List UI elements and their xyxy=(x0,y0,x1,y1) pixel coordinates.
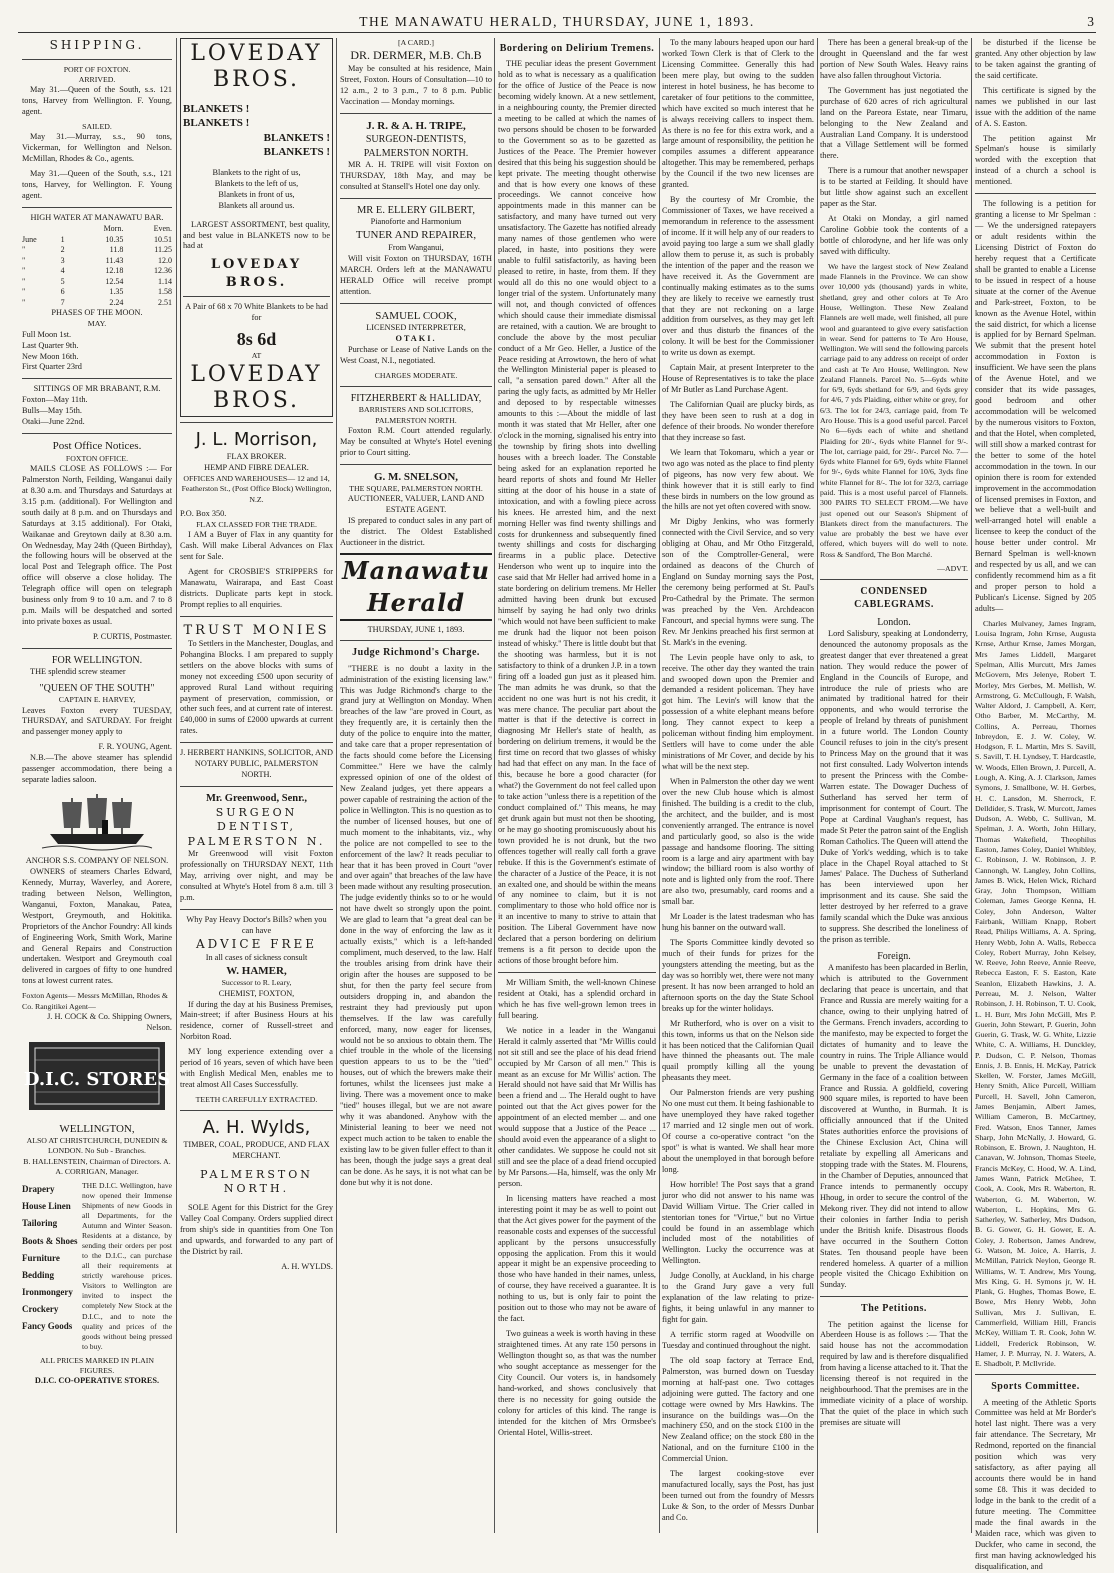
fitzherbert-role: BARRISTERS AND SOLICITORS, PALMERSTON NORTH. xyxy=(358,405,474,425)
divider xyxy=(498,972,656,973)
news-item: We learn that Tokomaru, which a year or two ago was noted as the place to find plenty of pigeons, has now very few about. We think however that it is still early to find these birds in numbers on the low ground as the hills are not yet often covered with snow. xyxy=(662,447,814,512)
anchor-manager: J. H. COCK & Co. Shipping Owners, Nelson. xyxy=(47,1011,172,1032)
cook-charges: CHARGES MODERATE. xyxy=(374,370,458,380)
hamer-free: ADVICE FREE xyxy=(195,937,318,952)
fitzherbert-body: Foxton R.M. Court attended regularly. May be consulted at Whyte's Hotel evening prior to Court sitting. xyxy=(340,425,492,457)
article-body: "THERE is no doubt a laxity in the administration of the existing licensing law." This was Judge Richmond's charge to the grand jury at Wellington on Monday. When breaches of the law "are proved in Court, as they frequently are, it is certainly then the duty of the police to enquire into the matter, and take care that a proper representation of the facts should come before the Licensing Committee." Here we have the calmly expressed opinion of one of the oldest of New Zealand judges, yet there appears a power capable of restraining the action of the police in Wellington. This is no question as to the number of licensed houses, but one of much moment to the inhabitants, viz., why the police are not compelled to see to the enforcement of the law? It reads peculiar to hear that it has been proved in Court "over and over again" that breaches of the law have been made without any resulting prosecution. The judge evidently thinks so to or he would not have dwelt so strongly upon the point. We are glad to learn that "a great deal can be done in the way of enforcing the law as it actually exists," which is a left-handed compliment, much deserved, to the law. Half the troubles arising from drink have their origin after the houses are supposed to be shut, for then the party feel secure from outsiders dropping in, and abandon the restraint they had previously put upon themselves. If the law was carefully enforced, many, now eager for licenses, would not be so anxious to obtain them. The chief trouble in the whole of the licensing question appears to us to be the "tied" houses, out of which the brewers make their fortunes, whilst the licensees just make a living. There was a movement once to make "tied" houses illegal, but we are not aware why it was abandoned. Anyhow with the Ministerial leaning to beer we need not expect much action to be taken to enable the existing law to be given fuller effect to than it has been, though the judge says a great deal can be done. As he says, it is not what can be done but why it is not done. xyxy=(340,663,492,1187)
trust-title: TRUST MONIES xyxy=(183,622,330,638)
news-item: The Californian Quail are plucky birds, as they have been seen to rush at a dog in defence of their broods. No wonder therefore that they increase so fast. xyxy=(662,400,814,442)
cook-body: Purchase or Lease of Native Lands on the West Coast, N.I., negotiated. xyxy=(340,344,492,365)
dic-names: B. HALLENSTEIN, Chairman of Directors. A. A. CORRIGAN, Manager. xyxy=(23,1156,171,1177)
moon-line: First Quarter 23rd xyxy=(22,362,82,372)
blankets-line: BLANKETS ! xyxy=(183,102,250,115)
column-divider xyxy=(494,38,495,1533)
snelson-role: AUCTIONEER, VALUER, LAND AND ESTATE AGENT. xyxy=(347,494,485,515)
news-item: At Otaki on Monday, a girl named Caroline Gobbie took the contents of a bottle of chlorodyne, and her life was only saved with difficulty. xyxy=(820,214,968,256)
divider xyxy=(340,640,492,641)
tripe-role: SURGEON-DENTISTS, xyxy=(365,134,467,146)
page-number: 3 xyxy=(1087,14,1094,29)
signatures: Charles Mulvaney, James Ingram, Louisa Ingram, John Krnse, Augusta Krnse, Arthur Krnse, James Morgan, Mrs James Liddell, Margaret Spelman, Allis Murcutt, Mrs James McGovern, Mrs Jelenye, Robert T. Morley, Mrs Gerbes, M. Mellish, W. Armstrong, G. McCullough, F. Walsh, Walter Aldord, J. Campbell, A. Kerr, Otho Barber, M. McCarthy, M. Collins, A. Perreau, Thornes Inbreydon, E. J. W. Coley, W. Hodgson, F. L. Martin, Mrs S. Savill, S. Savill, T. H. Lyndsey, T. Hardcastle, W. Woods, Ellen Brown, J. Purcell, A. Lough, A. King, A. J. Clarkson, James Symons, J. Smallbone, W. H. Gerbes, H. C. Lansdon, M. Sherrock, F. Delldider, S. Trask, W. Murcott, James Dudson, A. Webb, C. Sullivan, M. Spelman, J. A. Worth, John Hillary, Thomas Wakefield, Theophilus Easton, James Coley, Daniel Whibley, C. Robinson, J. W. Robinson, J. P. Cannongh, W. Langley, John Collins, James B. Wick, Helen Wick, Richard Gray, John Thompson, William Coleman, James George Kenna, H. Coley, John Anderson, Walter Fairbank, William Knapp, Robert Read, Philips Williams, A. A. Spring, Henry Webb, John A. Walls, Rebecca Coley, Robert Murray, John Kelsey, W. Reeve, John Reeve, Annie Reeve, Rebecca Easton, F. S. Easton, Kate Seanlon, Elizabeth Hawkins, J. A. Perreau, M. J. Nelson, Walter Robinson, J. H. Robinson, T. U. Cook, L. H. Burr, Mrs John McGill, Mrs P. Guerin, John Stewart, P. Guerin, John Guerin, G. Trask, W. G. White, Lizzie White, C. A. Williams, H. Dunckley, P. Dudson, C. P. Nelson, Thomas Ennis, J. B. Ennis, H. McKay, Patrick Skellen, W. Forster, James McGill, Henry Smith, Alice Purcell, William Purcell, H. Savell, John Cameron, James Benjamin, Albert James, William Cameron, B. McCartney, Fred. Watson, Enos Tanner, James Sharp, John McNally, J. Howard, G. Robinson, E. Brown, J. Naughton, H. Canavan, W. Johnson, Thomas Steele, Francis McKey, C. Hood, W. A. Lind, James Wann, Patrick McGhee, T. Cook, A. Cook, Mrs R. Waberton, R. Waberton, G. M. Waberton, W. Waberton, L. Hopkins, Mrs G. Satherley, W. Satherley, Mrs Dudson, B. G. Gower, G. H. Gower, E. A. Coley, J. Robertson, James Andrew, G. Watson, M. Joice, A. Harris, J. McMillan, Patrick Neylon, George R. Williams, W. T. Andrew, Mrs Young, Mrs King, G. H. Symons jr, W. H. Plank, G. Hughes, Thomas Bowe, E. Bowe, Mrs Henry Webb, John Sullivan, Mrs J. Sullivan, E. Cammerfield, William Hill, Francis McKey, William T. R. Cook, John W. Liddell, Frederick Robinson, W. Hamer, J. P. Murray, N. J. Waters, A. E. Shadbolt, P. McIlvride. xyxy=(975,618,1096,1369)
sittings-line: Foxton—May 11th. xyxy=(22,395,88,405)
news-item: There has been a general break-up of the drought in Queensland and the far west portion of New South Wales. Heavy rains have also fallen throughout Victoria. xyxy=(820,38,968,80)
blanket-copy: Blankets to the left of us, xyxy=(214,178,299,188)
dept-item: Drapery xyxy=(22,1184,55,1195)
divider xyxy=(180,742,333,743)
column-5 xyxy=(662,38,814,1533)
divider xyxy=(22,378,172,379)
anchor-body: OWNERS of steamers Charles Edward, Kennedy, Murray, Waverley, and Aorere, trading between Nelson, Wellington, Wanganui, Foxton, Manakau, Patea, Westport, Greymouth, and Hokitika. Proprietors of the Anchor Foundry: All kinds of Engineering Work, Smith Work, Marine and General Repairs and Construction undertaken. Westport and Greymouth coal delivered in cargoes of fifty to one hundred tons at lowest current rates. xyxy=(22,866,172,986)
news-item: Our Palmerston friends are very pushing No one must cut them. It being fashionable to have unemployed they have raked together 17 married and 12 single men out of work. Of course a co-operative contract "on the spot" is what is wanted. We shall hear more about the unemployed in that borough before long. xyxy=(662,1088,814,1174)
dept-item: Bedding xyxy=(22,1269,55,1280)
news-item: A terrific storm raged at Woodville on Tuesday and continued throughout the night. xyxy=(662,1329,814,1350)
blankets-line: BLANKETS ! xyxy=(183,117,250,130)
sittings-title: SITTINGS OF MR BRABANT, R.M. xyxy=(33,384,161,394)
article-title: Judge Richmond's Charge. xyxy=(352,647,480,659)
news-brief: Two guineas a week is worth having in these straightened times. At any rate 150 persons in Wellington thought so, as that was the number who sought acceptance as messenger for the City Council. Our voters is, in handsomely hand-worked, and shows conclusively that there is no necessity for going outside the colony for articles of this kind. The range is intended for the kitchen of Mrs Ormsbee's Oriental Hotel, Willis-street. xyxy=(498,1329,656,1437)
column-1 xyxy=(22,38,172,1533)
snelson-body: IS prepared to conduct sales in any part of the district. The Oldest Established Auctioneer in the district. xyxy=(340,516,492,548)
column-6 xyxy=(820,38,968,1533)
steamer-note: N.B.—The above steamer has splendid passenger accommodation, there being a separate ladies saloon. xyxy=(22,753,172,785)
dic-also: ALSO AT CHRISTCHURCH, DUNEDIN & LONDON. No Sub - Branches. xyxy=(26,1136,168,1156)
news-item: Judge Conolly, at Auckland, in his charge to the Grand Jury gave a very full explanation of the law relating to prize-fights, it being unlawful in any manner to fight for gain. xyxy=(662,1271,814,1324)
steamer-captain: CAPTAIN E. HARVEY, xyxy=(58,695,136,705)
steamer-lead: THE splendid screw steamer xyxy=(30,667,126,677)
dic-footer: ALL PRICES MARKED IN PLAIN FIGURES. xyxy=(39,1355,155,1375)
steamer-body: Leaves Foxton every TUESDAY, THURSDAY, and SATURDAY. For freight and passenger money apply to xyxy=(22,705,172,737)
divider xyxy=(180,422,333,423)
dept-item: Crockery xyxy=(22,1303,59,1314)
divider xyxy=(180,786,333,787)
dept-item: Fancy Goods xyxy=(22,1321,73,1332)
snelson-name: G. M. SNELSON, xyxy=(373,470,459,483)
news-item: The Government has just negotiated the purchase of 620 acres of rich agricultural land on the Pareora Estate, near Timaru, belonging to the New Zealand and Australian Land Company. It is understood that a Village Settlement will be formed there. xyxy=(820,85,968,161)
post-office-title: Post Office Notices. xyxy=(52,440,142,453)
divider xyxy=(22,433,172,434)
news-item: To the many labours heaped upon our hard worked Town Clerk is that of Clerk to the Licensing Committee. Generally this had been mere play, but owing to the sudden interest in hotel business, he has become to caretaker of four petitions to the committee, which have excited so much interest that he is always receiving callers to inspect them. As there is no fee for this extra work, and a large amount of responsibility, the petition he compiles assumes a different appearance altogether. This may be remembered, perhaps by the Council if the two new licenses are granted. xyxy=(662,38,814,190)
column-3 xyxy=(340,38,492,1533)
greenwood-name: Mr. Greenwood, Senr., xyxy=(205,793,308,805)
news-item: Mr Rutherford, who is over on a visit to this town, informs us that on the Nelson side it has been noticed that the Californian Quail have thinned the pheasants out. The male quail promptly killing all the young pheasants they meet. xyxy=(662,1018,814,1083)
foreign-heading: Foreign. xyxy=(877,951,911,962)
petition-text: be disturbed if the license be granted. Any other objection by law to be taken against the granting of the said certificate. xyxy=(975,38,1096,80)
cook-place: OTAKI. xyxy=(395,334,437,344)
ship-illustration xyxy=(22,790,172,856)
paper-date: THURSDAY, JUNE 1, 1893. xyxy=(367,624,465,634)
morrison-role: FLAX BROKER. xyxy=(226,452,287,462)
anchor-agent: Foxton Agents— Messrs McMillan, Rhodes & Co. Rangitikei Agent— xyxy=(22,991,168,1011)
london-heading: London. xyxy=(877,616,911,628)
wylds-sign: A. H. WYLDS. xyxy=(281,1261,333,1271)
masthead xyxy=(0,14,1114,30)
news-item: The Sports Committee kindly devoted so much of their funds for prizes for the youngsters attending the meeting, but as the day was so horribly wet, there were not many present. It has now been arranged to hold an afternoon sports on the day the State School breaks up for the winter holidays. xyxy=(662,938,814,1013)
column-divider xyxy=(176,38,177,1533)
cable-foreign: A manifesto has been placarded in Berlin, which is attributed to the Government declaring that peace is uncertain, and that France and Russia are merely waiting for a chance, owing to their unplying hatred of the Germans. French invaders, according to the manifesto, may be expected to forget the dictates of humanity and to leave the country in ruins. The Triple Alliance would be unable to prevent the devastation of Germany in the face of a coalition between France and Russia. A goldfield, covering 900 square miles, is reported to have been discovered at Wuntho, in Burmah. It is officially announced that if the United States authorities enforce the provisions of the Chinese Exclusion Act, China will retaliate by expelling all Americans and stopping trade with the States. M. Flourens, in the Chamber of Deputies, announced that France intends to permanently occupy Hhoug, in order to secure the control of the Mekong river. They did not intend to allow their colonies in farther India to perish under the British knife. Disastrous floods have occurred in the Southern Cotton States. Ten thousand people have been rendered homeless. A quarter of a million people visited the Chicago Exhibition on Sunday. xyxy=(820,963,968,1290)
morrison-dealer: HEMP AND FIBRE DEALER. xyxy=(204,463,309,473)
dept-item: Ironmongery xyxy=(22,1286,73,1297)
divider xyxy=(22,648,172,649)
post-office-body: MAILS CLOSE AS FOLLOWS :— For Palmerston North, Feilding, Wanganui daily at 8.30 a.m. and Thursdays and Saturdays at 3.15 p.m. (additional). For Wellington and south daily at 8 p.m. and on Thursdays and Saturdays at 3.15 additional). For Otaki, Waikanae and Greytown daily at 8.30 a.m. On Wednesday, May 24th (Queen Birthday), the following hours will be observed at the local Post and Telegraph office. The Post office will observe a close holiday. The Telegraph office will open on telegraph business only from 9 to 10 a.m. and 7 to 8 p.m. Mails will be despatched and sorted into private boxes as usual. xyxy=(22,463,172,627)
dermer-card: [A CARD.] xyxy=(398,38,434,47)
column-divider xyxy=(659,38,660,1533)
dept-item: Furniture xyxy=(22,1252,60,1263)
divider xyxy=(340,198,492,199)
morrison-address: OFFICES AND WAREHOUSES— 12 and 14, Featherston St., (Post Office Block) Wellington, N.Z. xyxy=(181,474,332,504)
hankins: J. HERBERT HANKINS, SOLICITOR, AND NOTARY PUBLIC, PALMERSTON NORTH. xyxy=(180,748,333,780)
steamer-agent: F. R. YOUNG, Agent. xyxy=(98,742,172,752)
moon-line: Full Moon 1st. xyxy=(22,329,72,339)
anchor-title: ANCHOR S.S. COMPANY OF NELSON. xyxy=(25,856,169,866)
news-brief: We notice in a leader in the Wanganui Herald it calmly asserted that "Mr Willis could not sit still and see the place of his dead friend occupied by Mr Carson of all men." This is meant as an excuse for Mr Willis' action. The Herald should not have said that Mr Willis has been a friend and ... The Herald ought to have pointed out that the Act gives power for the appointment of an elected member ... and one would suppose that a Justice of the Peace ... should avoid even the appearance of a slight to other candidates. We suppose he could not sit still and see the place of a dead friend occupied by Mr Parsons.—Ha, himself, was the only Mr person. xyxy=(498,1025,656,1188)
divider xyxy=(22,59,172,60)
petition-text: The following is a petition for granting a license to Mr Spelman :— We the undersigned ratepayers or adult residents within the Licensing District of Foxton do hereby request that a Certificate shall be granted to enable a License to be issued in respect of a house situate at the corner of the Avenue and Park-street, Foxton, to be known as the Avenue Hotel, within the said district, for which a license is applied for by Bernard Spelman. We submit that the present hotel accommodation in Foxton is insufficient. We have seen the plans of the Avenue Hotel, and we consider that its wide passages, good bedroom and other accommodation will be welcomed by the numerous visitors to Foxton, and that the Hotel, when completed, will still show a marked contrast for the better to some of the hotel accommodation in the town. In our opinion there is room for extended improvement in the accommodation of licensed premises in Foxton, and we believe that a well-built and well-arranged hotel will enable a licensee to keep the conduct of the house better under control. Mr Bernard Spelman is well-known and respected by us all, and we can confidently recommend him as a fit and proper person to hold a Publican's License. Signed by 205 adults— xyxy=(975,199,1096,613)
dic-city: WELLINGTON, xyxy=(59,1122,135,1135)
greenwood-role: SURGEON DENTIST, xyxy=(215,805,298,834)
gilbert-name: MR E. ELLERY GILBERT, xyxy=(356,204,476,216)
sports-title: Sports Committee. xyxy=(991,1381,1080,1393)
loveday-name: LOVEDAY BROS. xyxy=(190,41,323,93)
petitions-title: The Petitions. xyxy=(861,1303,927,1315)
news-item: The old soap factory at Terrace End, Palmerston, was burned down on Tuesday morning at half-past one. Two cottages adjoining were gutted. The factory and one cottage were owned by Mrs Hawkins. The insurance on the buildings was—On the machinery £50, and on the stock £100 in the New Zealand office; on the stock £80 in the National, and on the furniture £100 in the Commercial Union. xyxy=(662,1355,814,1464)
dic-badge-text: D.I.C. STORES xyxy=(23,1068,171,1090)
column-divider xyxy=(336,38,337,1533)
tide-row: " 6 1.35 1.58 xyxy=(22,287,172,297)
gilbert-role: Pianoforte and Harmonium xyxy=(370,217,462,227)
hamer-teeth: TEETH CAREFULLY EXTRACTED. xyxy=(195,1095,318,1105)
tide-table xyxy=(22,224,172,308)
morrison-body: I AM a Buyer of Flax in any quantity for Cash. Will make Liberal Advances on Flax sent for Sale. xyxy=(180,530,333,561)
tripe-place: PALMERSTON NORTH. xyxy=(363,147,469,159)
news-item: By the courtesy of Mr Crombie, the Commissioner of Taxes, we have received a memorandum in reference to the assessment of income. If it will help any of our readers to avoid paying too large a sum we shall gladly allow them to peruse it, as such is probably the intention of the paper and the reason we have received it. As the Government are continually making estimates as to the sums they are likely to receive we earnestly trust that they are not reckoning on a large addition from ourselves, as they may get left over and thus disturb the finances of the colony. It will be best for the Commissioner to write us down as exempt. xyxy=(662,195,814,358)
news-item: How horrible! The Post says that a grand juror who did not answer to his name was David William Virtue. The Crier called in stentorian tones for "Virtue," but no Virtue could be found in an assemblage which included most of the notabilities of Wellington. Lucky the occurrence was at Wellington. xyxy=(662,1179,814,1266)
wellington-title: FOR WELLINGTON. xyxy=(51,654,143,666)
price: 8s 6d xyxy=(236,328,277,349)
blanket-copy: Blankets all around us. xyxy=(218,200,295,210)
paper-nameplate: Manawatu Herald xyxy=(340,553,492,620)
blankets-line: BLANKETS ! xyxy=(263,131,330,144)
dermer-body: May be consulted at his residence, Main Street, Foxton. Hours of Consultation—10 to 12 a.m., 2 to 3 p.m., 7 to 8 p.m. Public Vaccination — Monday mornings. xyxy=(340,64,492,106)
post-office-sign: P. CURTIS, Postmaster. xyxy=(92,632,172,641)
divider xyxy=(340,464,492,465)
ship-icon xyxy=(42,790,152,852)
column-divider xyxy=(817,38,818,1533)
divider xyxy=(22,207,172,208)
hamer-lead: Why Pay Heavy Doctor's Bills? when you can have xyxy=(186,915,327,936)
sailed-entry: May 31.—Murray, s.s., 90 tons, Vickerman, for Wellington and Nelson. McMillan, Rhodes & Co., agents. xyxy=(22,132,172,164)
advt-tag: —ADVT. xyxy=(937,563,968,573)
dic-stores-badge-icon xyxy=(23,1040,171,1112)
article-body: THE peculiar ideas the present Government hold as to what is necessary as a qualification for the office of Justice of the Peace is now becoming widely known. At a new settlement, in a neighbouring county, the Premier directed a meeting to be called at which the names of two persons should be chosen to be forwarded to the Government so as to be gazetted as Justices of the Peace. The Premier however desired that this being his suggestion should be kept private. The meeting thought otherwise and that is how every one knows of these proceedings. We cannot conceive how appointments made in this manner can be satisfactory, and many have turned out very unsatisfactory. The Gazette has notified already many names of those gentlemen who were placed, in haste, into positions they were unable to fulfil satisfactorily, as having been pleased to retire, in haste, from them. If they would all do this no one would object to a longer trial of the system. Unfortunately many will not, and though convicted of offences which should cause their immediate dismissal are retained, with a caution. We are brought to conclude the above by the most peculiar conduct of a Mr Geo. Heller, a Justice of the Peace residing at Arrowtown, the hero of what the Wellington Ministerial paper is pleased to call, "a sensation pared down." After all the paring the ugly facts, as admitted by Mr Heller and deposed to by respectable witnesses amounts to this :—About the middle of last month it was stated that Mr Heller, after one o'clock in the morning, signalised his entry into the township by firing shots into dwelling houses with a breech loader. The Constable being asked for an explanation reported he heard reports of shots and found Mr Heller sitting at the door of his house in a state of intoxication, and with a fowling piece across his knees. He arrested him, and the next morning Heller was find twenty shillings and costs for drunkenness and subsequently fined twenty shillings and costs for discharging firearms in a public place. Detective Henderson who went up to inquire into the case said that Mr Heller had arrived home in a state bordering on delirium tremens. Mr Heller admitted having been drunk but excused himself by saying he had only two drinks "which would not have been sufficient to make me drunk had the liquor not been poison instead of whisky." There is little doubt but that the shooting was harmless, but it is not satisfactory to think of a drunken J.P. in a town firing off a loaded gun just as it pleased him. The man admits he was drunk, so that the accident no one was hurt is not his credit, it was mere chance. The peculiar part about the matter is that if the detective is correct in diagnosing Mr Heller's state of health, as bordering on delirium tremens, it would be the first time on record that two glasses of whisky had had that effect on any man. In the face of this, because he bore a good character (for what?) the Government do not feel called upon to take action "unless there is a repetition of the conduct complained of." This means, he may get drunk again but must not then be shooting, or he may go shooting promiscuously about his town provided he is not drunk, but the two offences together will really call forth a grave rebuke. If this is the Government's estimate of the character of a Justice of the Peace, it is not an exalted one, and should be within the means of any nominee to claim, but it is not complimentary to those who hold office nor is it an incentive to many to strive to attain that position. The Liberal Government have now declared that a person bordering on delirium tremens is a fit person to decide upon the actions of those brought before him. xyxy=(498,59,656,966)
loveday-ad xyxy=(180,38,333,417)
dept-list xyxy=(22,1181,78,1355)
dept-item: Boots & Shoes xyxy=(22,1235,78,1246)
fitzherbert-name: FITZHERBERT & HALLIDAY, xyxy=(350,393,482,405)
moon-title: PHASES OF THE MOON. xyxy=(51,308,143,318)
news-item: Captain Mair, at present Interpreter to the House of Representatives is to take the place of Mr Butler as Land Purchase Agent. xyxy=(662,363,814,395)
hamer-body: MY long experience extending over a period of 16 years, seven of which have been with English Medical Men, enables me to treat almost All Cases Successfully. xyxy=(180,1047,333,1090)
tide-row: " 2 11.8 11.25 xyxy=(22,245,172,255)
snelson-address: THE SQUARE, PALMERSTON NORTH. xyxy=(349,484,483,494)
cook-role: LICENSED INTERPRETER, xyxy=(366,323,466,333)
gilbert-body: Will visit Foxton on THURSDAY, 16TH MARCH. Orders left at the MANAWATU HERALD Office will receive prompt attention. xyxy=(340,253,492,296)
divider xyxy=(975,1374,1096,1375)
divider xyxy=(820,579,968,580)
news-item: There is a rumour that another newspaper is to be started at Feilding. It should have but little show against such an excellent paper as the Star. xyxy=(820,166,968,209)
column-2 xyxy=(180,38,333,1533)
dic-sign: D.I.C. CO-OPERATIVE STORES. xyxy=(34,1376,160,1386)
moon-line: Last Quarter 9th. xyxy=(22,340,79,350)
tripe-body: MR A. H. TRIPE will visit Foxton on THURSDAY, 18th May, and may be consulted at Stansell's Hotel one day only. xyxy=(340,159,492,191)
cable-london: Lord Salisbury, speaking at Londonderry, denounced the autonomy proposals as the greatest danger that ever threatened a great nation. They would reduce the power of England in the Councils of Europe, and introduce the rule of priests who are animated by traditional hatred for their opponents, and who would terrorise the people of Ireland by threats of punishment in a future world. The London County Council refuses to join in the city's present to Princess May on the ground that it was not first consulted. Lady Wolverton intends to present the Princess with the Combe-Warren estate. The Dowager Duchess of Sutherland has served her term of imprisonment for contempt of Court. The Pope at Cardinal Vaughan's request, has made St Peter the patron saint of the English Roman Catholics. The Queen will attend the Duke of York's wedding, which is to take place in the Chapel Royal attached to St James' Palace. The Duchess of Sutherland has been interviewed upon her imprisonment and its cause. She said the letter destroyed by her referred to a grave family scandal which the Duke was anxious to suppress. She described the loneliness of the prison as terrible. xyxy=(820,628,968,945)
sittings-line: Otaki—June 22nd. xyxy=(22,417,85,427)
morrison-flax: FLAX CLASSED FOR THE TRADE. xyxy=(196,519,317,529)
hamer-mid: In all cases of sickness consult xyxy=(205,952,308,962)
tide-title: HIGH WATER AT MANAWATU BAR. xyxy=(30,213,164,223)
column-4 xyxy=(498,38,656,1533)
tide-row: " 3 11.43 12.0 xyxy=(22,255,172,265)
morrison-box: P.O. Box 350. xyxy=(180,508,227,518)
tide-row: " 4 12.18 12.36 xyxy=(22,266,172,276)
petition-text: This certificate is signed by the names we published in our last issue with the addition of the name of A. S. Easton. xyxy=(975,85,1096,128)
trust-body: To Settlers in the Manchester, Douglas, and Pohangina Blocks. I am prepared to supply settlers on the above blocks with sums of money not exceeding £500 upon security of approved Rural Land without requiring payment of preservation, commission, or other such fees, and at current rate of interest. £40,000 in sums of £2000 upwards at current rates. xyxy=(180,638,333,736)
news-item: The largest cooking-stove ever manufactured locally, says the Post, has just been turned out from the foundry of Messrs Luke & Son, to the order of Messrs Dunbar and Co. xyxy=(662,1469,814,1522)
sailed-label: SAILED. xyxy=(82,122,112,132)
petition-text: The petition against Mr Spelman's house is similarly worded with the exception that instead of a church a school is mentioned. xyxy=(975,133,1096,187)
greenwood-body: Mr Greenwood will visit Foxton professionally on THURSDAY NEXT, 11th May, arriving over night, and may be consulted at Whyte's Hotel from 8 a.m. till 3 p.m. xyxy=(180,849,333,903)
divider xyxy=(820,1296,968,1297)
morrison-name: J. L. Morrison, xyxy=(195,429,318,451)
post-office-sub: FOXTON OFFICE. xyxy=(65,453,129,463)
wylds-name: A. H. Wylds, xyxy=(202,1117,311,1139)
divider xyxy=(340,113,492,114)
wylds-place: PALMERSTON NORTH. xyxy=(200,1167,313,1196)
masthead-title: THE MANAWATU HERALD, THURSDAY, JUNE 1, 1893. xyxy=(359,14,755,29)
column-7 xyxy=(975,38,1096,1571)
tide-row: June 1 10.35 10.51 xyxy=(22,234,172,244)
wylds-role: TIMBER, COAL, PRODUCE, AND FLAX MERCHANT. xyxy=(183,1140,330,1160)
divider xyxy=(183,296,330,297)
sports-body: A meeting of the Athletic Sports Committee was held at Mr Border's hotel last night. There was a very fair attendance. The Secretary, Mr Redmond, reported on the financial position which was very satisfactory, as after paying all accounts there would be in hand some £8. This it was decided to lodge in the bank to the credit of a future meeting. The Committee made the final awards in the Maiden race, which was given to Duckfer, who came in second, the first man having acknowledged his disqualification, and xyxy=(975,1397,1096,1571)
dept-item: House Linen xyxy=(22,1201,71,1212)
blanket-copy: Blankets in front of us, xyxy=(218,189,295,199)
column-divider xyxy=(971,38,972,1533)
largest-assortment: LARGEST ASSORTMENT, best quality, and best value in BLANKETS now to be had at xyxy=(183,219,330,251)
moon-month: MAY. xyxy=(87,319,107,329)
masthead-rule xyxy=(18,32,1096,33)
arrived-entry: May 31.—Queen of the South, s.s. 121 tons, Harvey from Wellington. F. Young, agent. xyxy=(22,85,172,117)
news-item: Mr Digby Jenkins, who was formerly connected with the Civil Service, and so very obliging at Ohau, and Mr Otho Fitzgerald, son of the Comptroller-General, were ordained as deacons of the Church of England on Sunday morning says the Post, the ceremony being performed at St. Paul's Pro-Cathedral by the Primate. The sermon was preached by the Ven. Archdeacon Fancourt, and special hymns were sung. The Rev. Mr Jenkins preached his first sermon at St. Mark's in the evening. xyxy=(662,517,814,647)
greenwood-place: PALMERSTON N. xyxy=(187,834,326,848)
news-item: Mr Loader is the latest tradesman who has hung his banner on the outward wall. xyxy=(662,912,814,933)
hamer-successor: Successor to R. Leary, xyxy=(221,978,292,988)
dic-logo xyxy=(22,1040,172,1116)
cook-name: SAMUEL COOK, xyxy=(375,309,457,322)
port-heading: PORT OF FOXTON. xyxy=(63,64,131,74)
news-brief: Mr William Smith, the well-known Chinese resident at Otaki, has a splendid orchard in which he has five well-grown lemon trees in full bearing. xyxy=(498,978,656,1020)
tripe-name: J. R. & A. H. TRIPE, xyxy=(366,119,466,132)
loveday-name: LOVEDAY BROS. xyxy=(190,361,323,414)
wylds-body: SOLE Agent for this District for the Grey Valley Coal Company. Orders supplied direct from ship's side in quantities from One Ton and upwards, and forwarded to any part of the District by rail. xyxy=(180,1202,333,1256)
divider xyxy=(180,909,333,910)
tide-row: " 7 2.24 2.51 xyxy=(22,297,172,307)
dic-ad xyxy=(22,1181,172,1355)
article-title: Bordering on Delirium Tremens. xyxy=(499,43,655,54)
news-item: When in Palmerston the other day we went over the new Club house which is almost finished. The building is a credit to the club, the architect, and the builder, and is most conveniently arranged. The entrance is novel and particularly good, so also is the wide passage and handsome flooring. The sitting room is a large and airy apartment with bay window; the billiard room is also worthy of note and is lighted only from the roof. There are also two, presumably, card rooms and a small bar. xyxy=(662,776,814,907)
hamer-body: If during the day at his Business Premises, Main-street; if after Business Hours at his residence, corner of Russell-street and Norbiton Road. xyxy=(180,999,333,1042)
tide-row: " 5 12.54 1.14 xyxy=(22,276,172,286)
steamer-name: "QUEEN OF THE SOUTH" xyxy=(39,683,155,695)
divider xyxy=(975,193,1096,194)
dept-item: Tailoring xyxy=(22,1218,58,1229)
news-brief: In licensing matters have reached a most interesting point it may be as well to point out that the Act gives power for the payment of the reasonable costs and expenses of the successful applicant by the persons unsuccessfully opposing the application. From this it would appear it might be an expensive proceeding to those who have handed in their names, unless, of course, they have received a guarantee. It is nothing to us, but is only fair to point the position out to those who may not be aware of the fact. xyxy=(498,1193,656,1324)
gilbert-tuner: TUNER AND REPAIRER, xyxy=(355,229,477,242)
blanket-copy: Blankets to the right of us, xyxy=(212,167,301,177)
dermer-name: DR. DERMER, M.B. Ch.B xyxy=(350,48,482,63)
arrived-label: ARRIVED. xyxy=(78,75,116,85)
news-item: The Levin people have only to ask, to receive. The other day they wanted the train and swooped down upon the Premier and demanded a resident policeman. They have got him. The Levin's will know that the possession of a white elephant means before long. They cannot expect to keep a policeman without finding him employment. Settlers will have to come under the able ministrations of Mr Cover, and decide by his what will be the next step. xyxy=(662,652,814,771)
cable-title: CONDENSED CABLEGRAMS. xyxy=(854,586,934,611)
dic-body: THE D.I.C. Wellington, have now opened their Immense Shipments of new Goods in all Departments, for the Autumn and Winter Season. Residents at a distance, by sending their orders per post to the D.I.C., can purchase all their requirements at strictly warehouse prices. Visitors to Wellington are invited to inspect the completely New Stock at the D.I.C., and to note the quality and prices of the goods without being pressed to buy. xyxy=(82,1181,172,1351)
blankets-line: BLANKETS ! xyxy=(263,146,330,159)
hamer-role: CHEMIST, FOXTON, xyxy=(218,988,295,998)
loveday-name: LOVEDAY BROS. xyxy=(210,257,303,290)
morrison-agent: Agent for CROSBIE'S STRIPPERS for Manawatu, Wairarapa, and East Coast districts. Duplicate parts kept in stock. Prompt replies to all enquiries. xyxy=(180,566,333,609)
sittings-line: Bulls—May 15th. xyxy=(22,406,82,416)
divider xyxy=(340,386,492,387)
gilbert-from: From Wanganui, xyxy=(388,242,444,252)
moon-line: New Moon 16th. xyxy=(22,351,79,361)
pair-offer: A Pair of 68 x 70 White Blankets to be had for xyxy=(185,301,328,322)
tide-header-row: Morn. Even. xyxy=(103,224,172,234)
shipping-title: SHIPPING. xyxy=(49,38,145,52)
divider xyxy=(180,616,333,617)
at-label: AT xyxy=(251,351,262,361)
divider xyxy=(180,1110,333,1111)
te-aro-ad: We have the largest stock of New Zealand made Flannels in the Province. We can show over 10,000 yds (thousand) yards in white, shetland, grey and other colors at Te Aro House, Wellington. These New Zealand Flannels are well made, well finished, all pure wool and guaranteed to give every satisfaction in wear. Send for patterns to Te Aro House, Wellington. We will send the following parcels carriage paid to any address on receipt of order and cash at Te Aro House, Wellington. New Zealand Flannels. Parcel No. 5—6yds white for 6/9, 6yds shetland for 6/9, and 6yds grey for 4/6, 7 yds Plaiding, either white or grey, for 6/3. The lot for 24/3, carriage paid, from Te Aro House. This is a good useful parcel. Parcel No 6—6yds each of white and shetland Plaiding for 20/-, 6yds white Flannel for 9/-. The lot, carriage paid, for 29/-. Parcel No. 7—6yds white Flannel for 6/9, 6yds white Flannel for 9/-, 6yds white Flannel for 10/6, 3yds fine white Flannel for 8/-. The lot for 32/3, carriage paid. This is a most useful parcel of Flannels. 300 PAIRS TO SELECT FROM.—We have just opened out our Season's Shipment of Blankets direct from the manufacturers. The value are probably the best we have ever offered, which buyers will do well to note. Ross & Sandford, The Bon Marché. xyxy=(820,261,968,559)
sailed-entry: May 31.—Queen of the South, s.s., 121 tons, Harvey, for Wellington. F. Young agent. xyxy=(22,169,172,201)
divider xyxy=(340,303,492,304)
hamer-name: W. HAMER, xyxy=(226,964,287,977)
petitions-body: The petition against the license for Aberdeen House is as follows :— That the said house has not the accommodation required by law and is therefore disqualified from having a license attached to it. That the licensing thereof is not required in the neighbourhood. That the premises are in the immediate vicinity of a place of worship. That the quiet of the place in which such premises are situate will xyxy=(820,1319,968,1427)
